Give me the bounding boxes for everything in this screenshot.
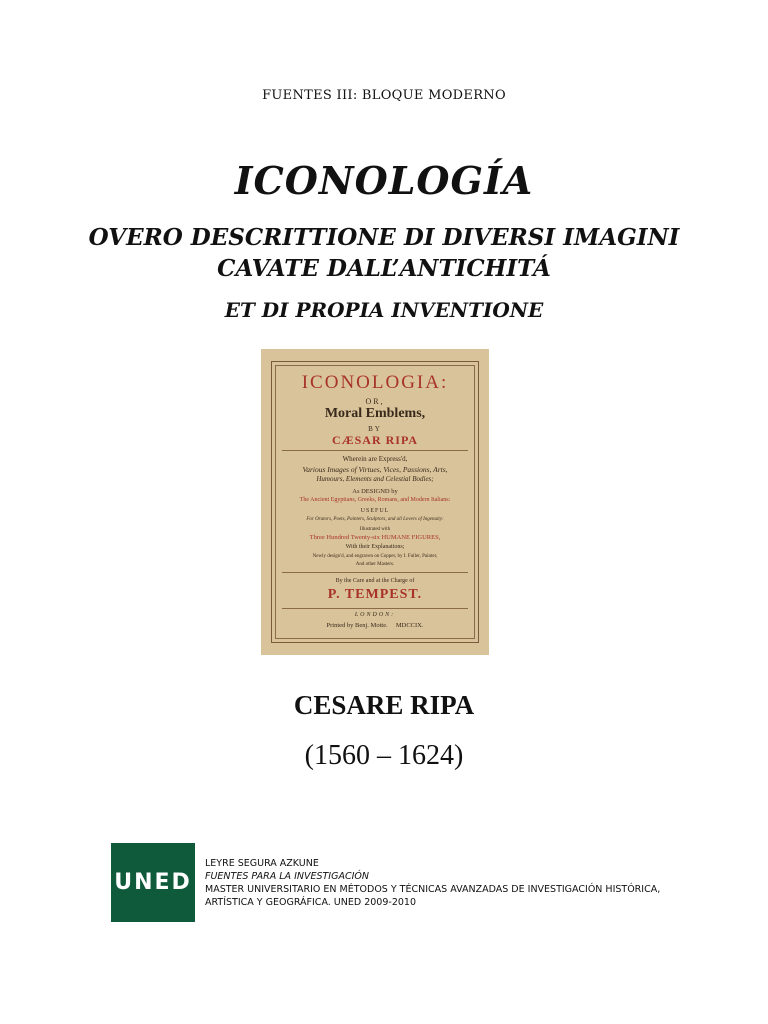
uned-logo-text: UNED xyxy=(114,870,192,895)
tp-rule xyxy=(282,572,468,573)
footer-program-line-1: MASTER UNIVERSITARIO EN MÉTODOS Y TÉCNICAS AVANZADAS DE INVESTIGACIÓN HISTÓRICA, xyxy=(205,884,661,895)
tp-line: BY xyxy=(368,425,382,433)
page-title: ICONOLOGÍA xyxy=(234,158,534,203)
title-page-border xyxy=(271,361,479,643)
title-page-image xyxy=(261,349,489,655)
tp-line: Various Images of Virtues, Vices, Passions, Arts, xyxy=(302,465,448,474)
subtitle-line-1: OVERO DESCRITTIONE DI DIVERSI IMAGINI xyxy=(88,224,680,251)
tp-line: USEFUL xyxy=(360,508,390,514)
tp-line: Three Hundred Twenty-six HUMANE FIGURES, xyxy=(309,534,441,541)
footer-program-line-2: ARTÍSTICA Y GEOGRÁFICA. UNED 2009-2010 xyxy=(205,897,416,908)
tp-year: MDCCIX. xyxy=(395,622,424,629)
tp-rule xyxy=(282,450,468,451)
subtitle-2: ET DI PROPIA INVENTIONE xyxy=(224,298,544,322)
tp-line: As DESIGND by xyxy=(352,488,398,495)
tp-line: Humours, Elements and Celestial Bodies; xyxy=(316,475,434,483)
subtitle xyxy=(0,222,768,284)
footer-course: FUENTES PARA LA INVESTIGACIÓN xyxy=(205,871,369,882)
tp-line: Moral Emblems, xyxy=(324,406,426,421)
tp-line: Newly design'd, and engraven on Copper, by I. Fuller, Painter, xyxy=(312,554,438,559)
uned-logo xyxy=(111,843,195,922)
author-name: CESARE RIPA xyxy=(293,690,475,720)
tp-line: With their Explanations; xyxy=(345,544,405,550)
tp-line: P. TEMPEST. xyxy=(327,587,423,602)
author-dates: (1560 – 1624) xyxy=(304,740,464,771)
tp-printer: Printed by Benj. Motte. xyxy=(326,622,388,629)
tp-line: ICONOLOGIA: xyxy=(301,372,449,393)
footer-credits xyxy=(205,857,660,909)
tp-line xyxy=(272,622,478,629)
tp-line: Wherein are Express'd, xyxy=(342,455,408,463)
footer-author: LEYRE SEGURA AZKUNE xyxy=(205,858,319,869)
tp-line: The Ancient Egyptians, Greeks, Romans, and Modern Italians: xyxy=(299,497,451,503)
subtitle-line-2: CAVATE DALL’ANTICHITÁ xyxy=(217,255,551,282)
header-text: FUENTES III: BLOQUE MODERNO xyxy=(262,88,506,103)
tp-line: OR, xyxy=(365,397,385,406)
tp-line: Illustrated with xyxy=(359,527,391,532)
tp-line: By the Care and at the Charge of xyxy=(335,578,415,584)
tp-line: And other Masters. xyxy=(355,562,395,567)
tp-line: LONDON: xyxy=(354,612,396,618)
tp-line: For Orators, Poets, Painters, Sculptors, and all Lovers of Ingenuity: xyxy=(306,517,444,522)
tp-line: CÆSAR RIPA xyxy=(331,433,419,447)
tp-rule xyxy=(282,608,468,609)
